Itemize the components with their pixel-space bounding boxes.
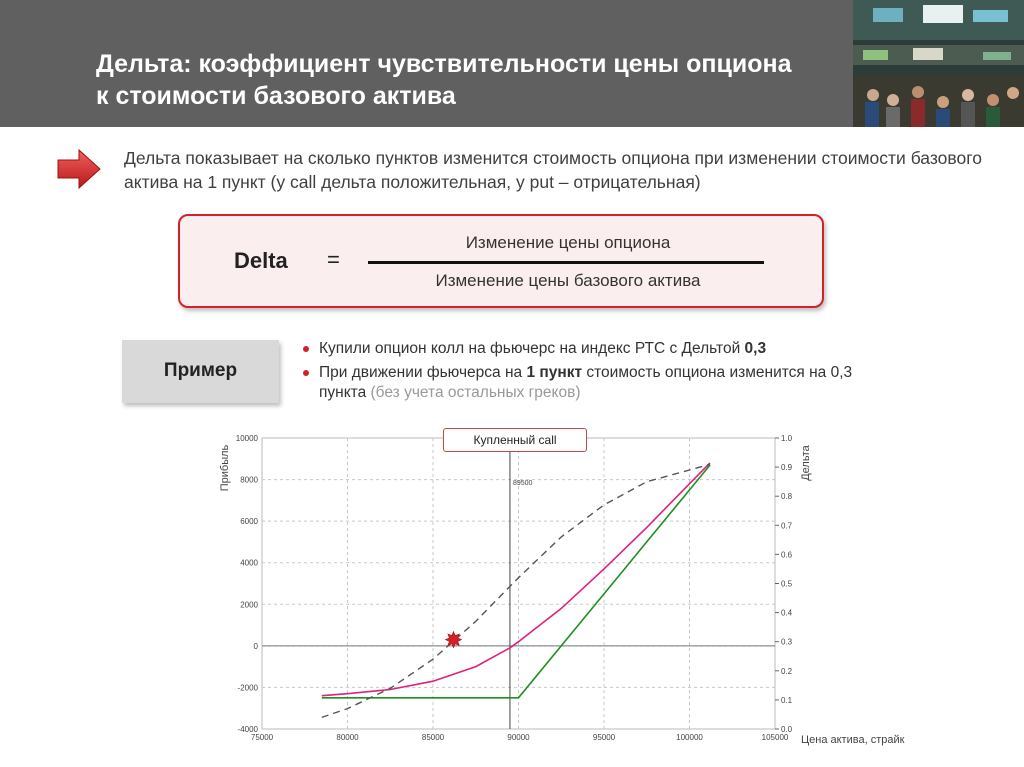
x-tick-label: 105000: [761, 733, 789, 742]
fraction-line: [368, 261, 764, 264]
y2-tick-label: 0.8: [781, 492, 793, 502]
x-tick-label: 85000: [421, 733, 445, 742]
page-title: Дельта: коэффициент чувствительности цены опциона к стоимости базового актива: [96, 50, 792, 110]
y-tick-label: 2000: [240, 600, 258, 610]
y2-tick-label: 1.0: [781, 434, 793, 443]
y2-tick-label: 0.6: [781, 550, 793, 560]
y2-tick-label: 0.0: [781, 725, 793, 734]
y2-tick-label: 0.4: [781, 608, 793, 618]
bullet-2-post: стоимость опциона изменится на 0,3 пункта: [319, 364, 853, 401]
delta-definition-text: Дельта показывает на сколько пунктов изменится стоимость опциона при изменении стоимости базового актива на 1 пункт (у call дельта положительная, у put – отрицательная): [124, 148, 982, 192]
y2-tick-label: 0.9: [781, 463, 793, 473]
example-bullet-2: [300, 363, 880, 403]
bullet-2-note: (без учета остальных греков): [366, 384, 581, 401]
bullet-1-text: Купили опцион колл на фьючерс на индекс РТС с Дельтой: [319, 340, 745, 357]
x-tick-label: 75000: [250, 733, 274, 742]
y-tick-label: -2000: [237, 683, 258, 693]
bullet-2-pre: При движении фьючерса на: [319, 364, 527, 381]
x-axis-label: Цена актива, страйк: [801, 734, 905, 746]
y2-tick-label: 0.3: [781, 637, 793, 647]
bullet-1-bold: 0,3: [744, 340, 767, 357]
header-bar: [0, 0, 1024, 127]
x-tick-label: 90000: [507, 733, 530, 742]
y2-tick-label: 0.1: [781, 695, 793, 705]
example-box: [122, 340, 279, 403]
strike-label: 89500: [512, 480, 533, 487]
chart-title: Купленный call: [443, 428, 587, 452]
y-axis-label: Прибыль: [219, 444, 231, 492]
example-bullet-1: [300, 339, 880, 359]
bullet-dot: [303, 346, 309, 352]
bullet-dot: [303, 370, 309, 376]
x-tick-label: 95000: [592, 733, 616, 742]
x-tick-label: 80000: [336, 733, 359, 742]
y-tick-label: 6000: [240, 517, 258, 527]
x-tick-label: 100000: [676, 733, 703, 742]
y2-tick-label: 0.2: [781, 666, 793, 676]
call-option-chart: [205, 418, 965, 758]
y2-axis-label: Дельта: [800, 445, 812, 481]
bullet-2-bold: 1 пункт: [526, 364, 583, 381]
formula-denominator: Изменение цены базового актива: [435, 271, 701, 290]
example-label: Пример: [163, 360, 238, 381]
formula-equals: =: [327, 247, 340, 272]
formula-lhs: Delta: [234, 248, 288, 273]
y-tick-label: 10000: [235, 434, 258, 443]
y2-tick-label: 0.5: [781, 579, 793, 589]
y-tick-label: 0: [253, 641, 258, 651]
y-tick-label: 8000: [240, 475, 258, 485]
y-tick-label: 4000: [240, 558, 258, 568]
example-bullets: [300, 339, 880, 407]
trading-floor-photo: [853, 0, 1024, 127]
y2-tick-label: 0.7: [781, 521, 793, 531]
highlight-point-icon: [446, 632, 462, 648]
formula-numerator: Изменение цены опциона: [465, 233, 671, 252]
y-tick-label: -4000: [237, 725, 258, 734]
red-arrow-icon: [55, 147, 103, 191]
delta-formula-box: [178, 214, 824, 308]
